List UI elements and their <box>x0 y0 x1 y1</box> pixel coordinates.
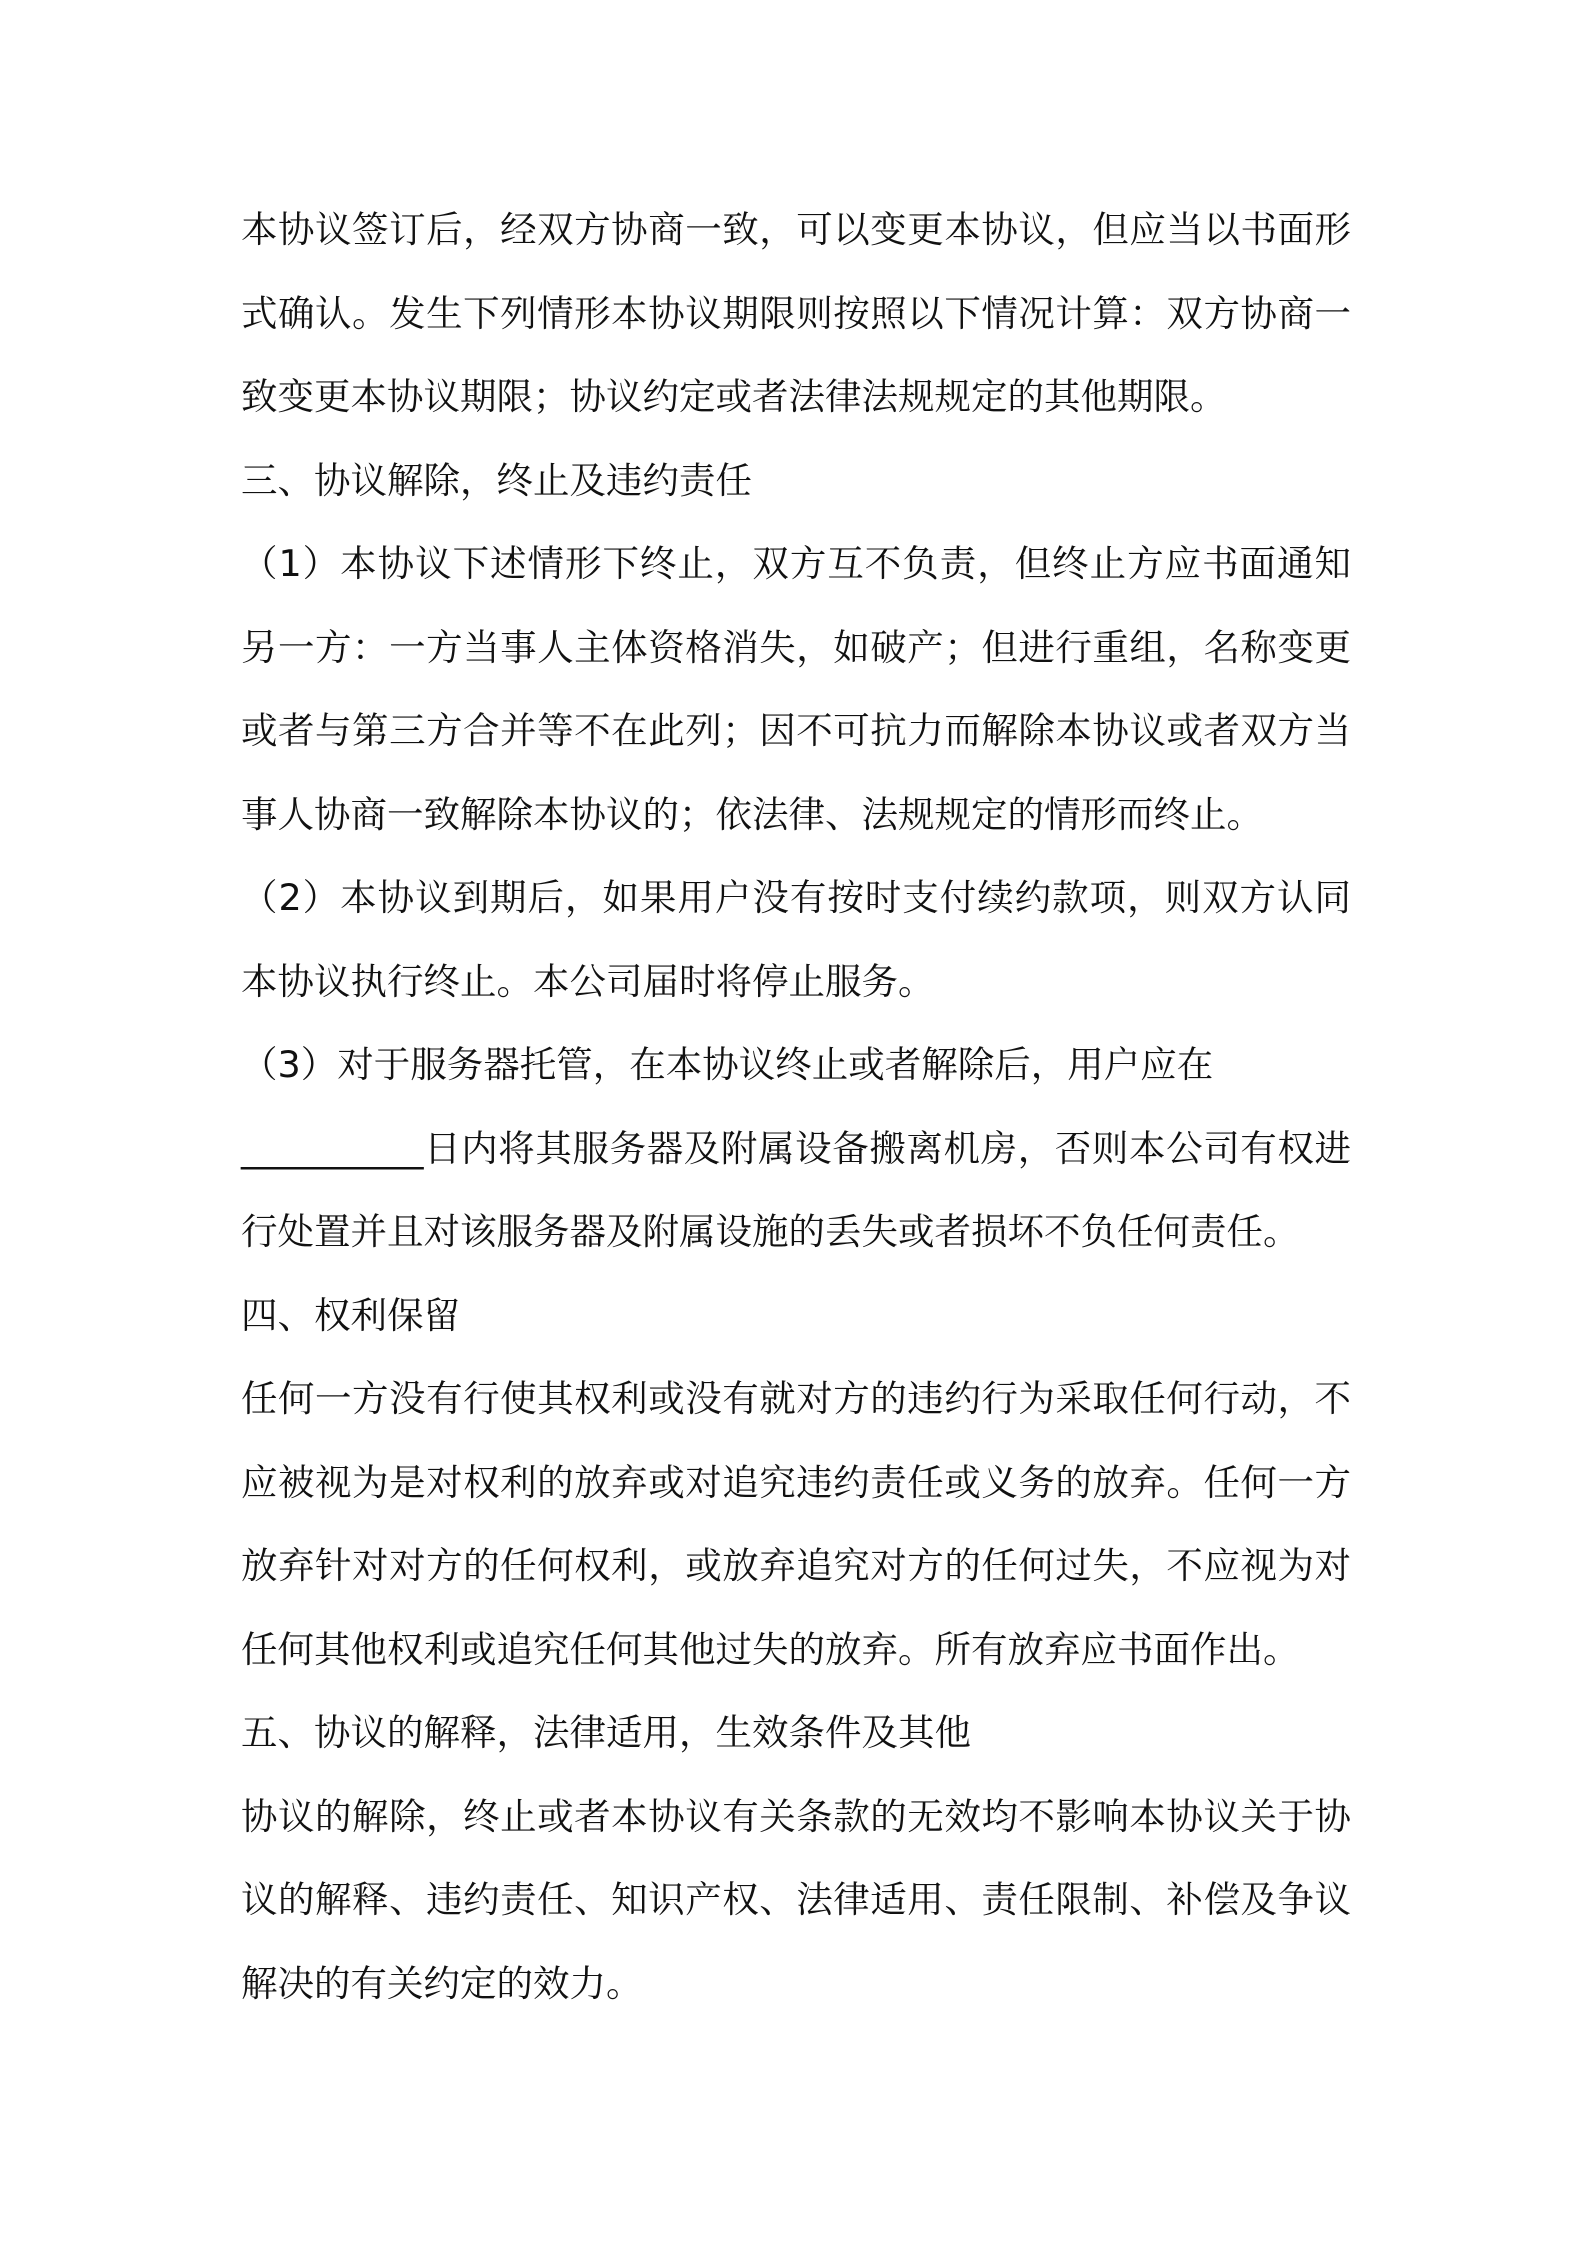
text-line: 协议的解除，终止或者本协议有关条款的无效均不影响本协议关于协 <box>241 1794 1351 1838</box>
section-heading: 三、协议解除，终止及违约责任 <box>241 458 752 502</box>
section-heading: 四、权利保留 <box>241 1293 460 1337</box>
text-line: （3）对于服务器托管，在本协议终止或者解除后，用户应在 <box>241 1043 1214 1086</box>
text-line: 应被视为是对权利的放弃或对追究违约责任或义务的放弃。任何一方 <box>241 1460 1351 1504</box>
text-line: 另一方：一方当事人主体资格消失，如破产；但进行重组，名称变更 <box>241 625 1351 669</box>
text-line: （2）本协议到期后，如果用户没有按时支付续约款项，则双方认同 <box>241 876 1351 919</box>
text-line: 解决的有关约定的效力。 <box>241 1961 643 2005</box>
text-line: 任何其他权利或追究任何其他过失的放弃。所有放弃应书面作出。 <box>241 1627 1300 1671</box>
text-line: 行处置并且对该服务器及附属设施的丢失或者损坏不负任何责任。 <box>241 1210 1300 1253</box>
text-line: 议的解释、违约责任、知识产权、法律适用、责任限制、补偿及争议 <box>241 1878 1351 1921</box>
text-line: 事人协商一致解除本协议的；依法律、法规规定的情形而终止。 <box>241 792 1263 836</box>
text-line: 本协议签订后，经双方协商一致，可以变更本协议，但应当以书面形 <box>241 208 1351 251</box>
text-line: __________日内将其服务器及附属设备搬离机房，否则本公司有权进 <box>241 1126 1351 1170</box>
text-line: 放弃针对对方的任何权利，或放弃追究对方的任何过失，不应视为对 <box>241 1544 1351 1587</box>
document-body <box>241 188 1351 2025</box>
text-line: 本协议执行终止。本公司届时将停止服务。 <box>241 959 935 1003</box>
text-line: 或者与第三方合并等不在此列；因不可抗力而解除本协议或者双方当 <box>241 709 1351 752</box>
text-line: （1）本协议下述情形下终止，双方互不负责，但终止方应书面通知 <box>241 542 1351 585</box>
text-line: 任何一方没有行使其权利或没有就对方的违约行为采取任何行动，不 <box>241 1377 1351 1420</box>
text-line: 致变更本协议期限；协议约定或者法律法规规定的其他期限。 <box>241 375 1227 418</box>
section-heading: 五、协议的解释，法律适用，生效条件及其他 <box>241 1711 971 1754</box>
text-line: 式确认。发生下列情形本协议期限则按照以下情况计算：双方协商一 <box>241 291 1351 335</box>
